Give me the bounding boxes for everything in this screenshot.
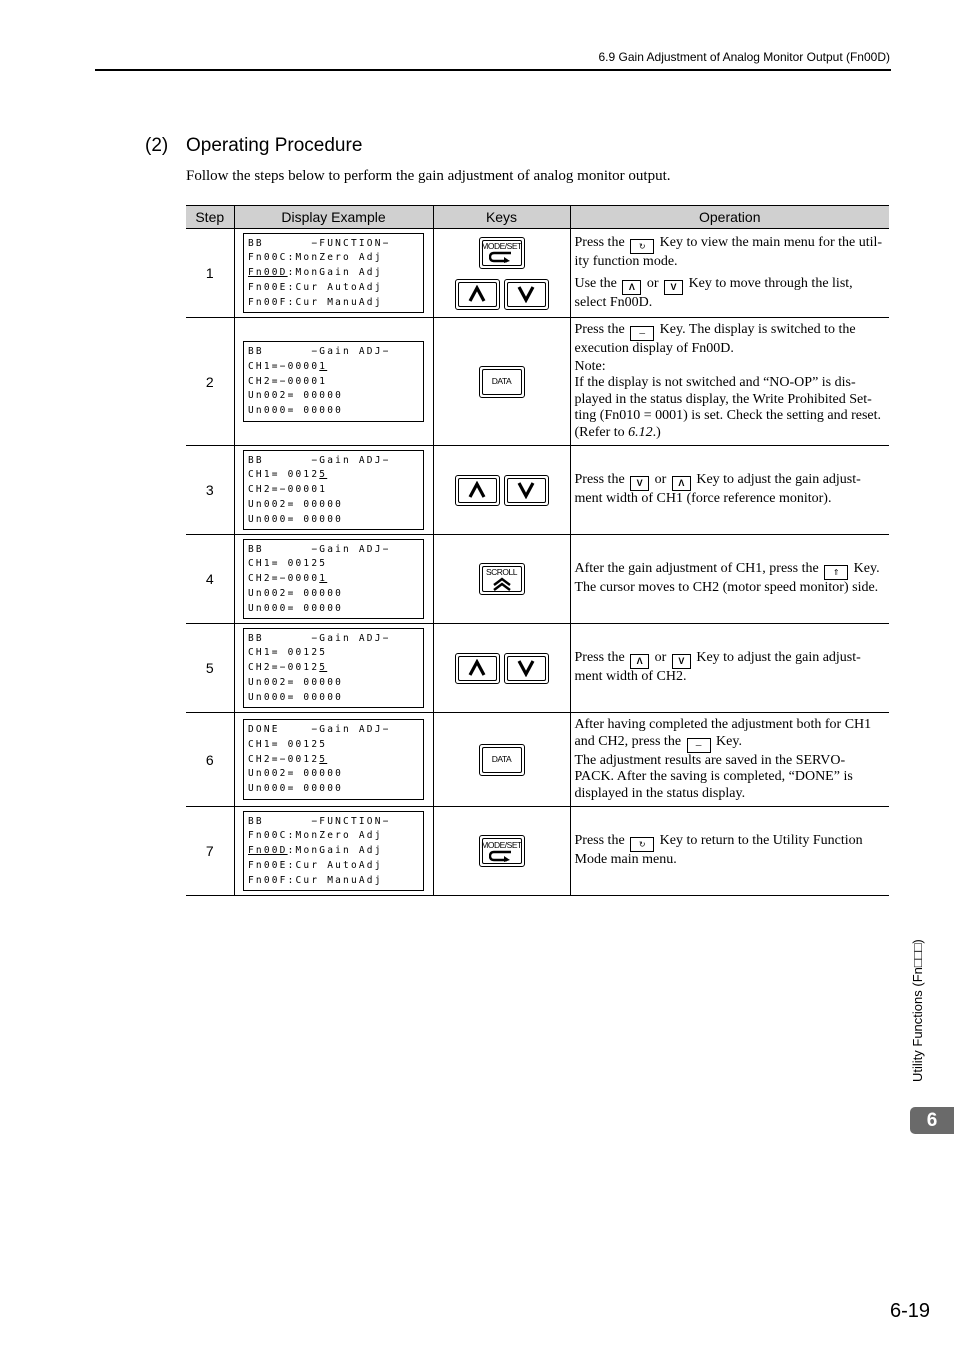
op-text: The adjustment results are saved in the SERVO-PACK. After the saving is completed, “DONE” is displayed in the status display. — [574, 752, 853, 801]
note-label: Note: — [574, 358, 606, 374]
operation-cell — [570, 446, 889, 535]
keys-cell — [433, 229, 570, 318]
op-text: or — [654, 650, 667, 666]
op-text: Key. The display is switched to the execution display of Fn00D. — [574, 322, 856, 356]
display-cell — [234, 535, 433, 624]
up-arrow-icon — [467, 285, 487, 303]
down-key-icon: V — [664, 280, 683, 295]
lcd-line: Un000= 00000 — [248, 513, 344, 525]
op-text: Key. The cursor moves to CH2 (motor speed monitor) side. — [574, 561, 880, 596]
op-text: or — [654, 472, 667, 488]
operation-cell — [570, 713, 889, 807]
keys-cell — [433, 713, 570, 807]
procedure-table — [186, 205, 889, 896]
op-text: Press the — [574, 650, 625, 666]
lcd-text: CH2=−0000 — [248, 573, 320, 585]
table-row — [186, 318, 889, 446]
up-arrow-icon — [467, 481, 487, 499]
scroll-key-label: SCROLL — [485, 566, 517, 577]
keys-cell — [433, 624, 570, 713]
lcd-line: CH1= 00125 — [248, 647, 328, 659]
lcd-cursor: 5 — [319, 469, 328, 481]
header-keys: Keys — [433, 206, 570, 229]
table-row — [186, 624, 889, 713]
data-key-label: DATA — [491, 376, 512, 386]
up-arrow-icon — [467, 659, 487, 677]
step-number: 3 — [186, 446, 234, 535]
chapter-tab[interactable]: 6 — [910, 1107, 954, 1134]
scroll-key-icon: ⇑ — [824, 565, 848, 580]
lcd-text: :MonGain Adj — [287, 845, 383, 857]
lcd-line: Fn00C:MonZero Adj — [248, 252, 383, 264]
lcd-line: CH1= 00125 — [248, 738, 328, 750]
op-text: .) — [652, 424, 661, 440]
header-operation: Operation — [570, 206, 889, 229]
lcd-line — [248, 360, 420, 375]
mode-set-key-label: MODE/SET — [481, 839, 522, 850]
step-number: 4 — [186, 535, 234, 624]
operation-cell — [570, 318, 889, 446]
lcd-cursor: Fn00D — [248, 845, 288, 857]
lcd-cursor: 1 — [319, 360, 328, 372]
header-rule — [95, 69, 891, 71]
data-key-icon: ─ — [630, 326, 654, 341]
down-key[interactable] — [504, 279, 549, 310]
mode-set-key-icon: ↻ — [630, 837, 654, 852]
op-text: If the display is not switched and “NO-OP” is dis-played in the status display, the Write Prohibited Set-ting (Fn010 = 0001) is set. Check the setting and reset. (Refer to — [574, 375, 882, 440]
lcd-line: BB −FUNCTION− — [248, 237, 391, 249]
lcd-line — [248, 844, 420, 859]
operation-cell — [570, 229, 889, 318]
step-number: 2 — [186, 318, 234, 446]
keys-cell — [433, 318, 570, 446]
table-row — [186, 807, 889, 896]
lcd-line: BB −FUNCTION− — [248, 815, 391, 827]
lcd-line: Fn00F:Cur ManuAdj — [248, 874, 383, 886]
op-text: Key. — [716, 733, 742, 749]
data-key[interactable] — [479, 744, 525, 776]
lcd-line: Un002= 00000 — [248, 498, 344, 510]
lcd-line — [248, 753, 420, 768]
mode-set-key[interactable] — [479, 835, 525, 867]
lcd-line: Un000= 00000 — [248, 691, 344, 703]
lcd-cursor: 5 — [319, 753, 328, 765]
chapter-side-title: Utility Functions (Fn□□□) — [910, 939, 925, 1082]
down-key[interactable] — [504, 475, 549, 506]
step-number: 1 — [186, 229, 234, 318]
lcd-display — [243, 539, 424, 620]
lcd-cursor: 1 — [319, 573, 328, 585]
cross-reference-link[interactable]: 6.12 — [628, 424, 653, 440]
lcd-line — [248, 661, 420, 676]
lcd-display — [243, 811, 424, 892]
up-key-icon: Λ — [622, 280, 641, 295]
mode-set-key-label: MODE/SET — [481, 241, 522, 251]
lcd-display — [243, 233, 424, 314]
display-cell — [234, 446, 433, 535]
table-row — [186, 713, 889, 807]
section-title-text: Operating Procedure — [186, 135, 363, 156]
op-text: or — [646, 275, 659, 291]
keys-cell — [433, 446, 570, 535]
op-text: After having completed the adjustment both for CH1 and CH2, press the — [574, 717, 872, 749]
data-key-label: DATA — [491, 754, 512, 764]
display-cell — [234, 229, 433, 318]
step-number: 7 — [186, 807, 234, 896]
section-title — [145, 135, 362, 157]
step-number: 6 — [186, 713, 234, 807]
lcd-line: Un002= 00000 — [248, 587, 344, 599]
op-text: Key to adjust the gain adjust-ment width of CH2. — [574, 650, 861, 685]
lcd-line: DONE −Gain ADJ− — [248, 724, 391, 735]
op-text: Press the — [574, 235, 625, 250]
lcd-display — [243, 628, 424, 709]
operation-cell — [570, 807, 889, 896]
op-text: Key to move through the list, select Fn00D. — [574, 275, 853, 310]
up-key[interactable] — [455, 653, 500, 684]
up-key-icon: Λ — [630, 654, 649, 669]
display-cell — [234, 624, 433, 713]
lcd-line: CH2=−00001 — [248, 484, 328, 496]
section-number: (2) — [145, 135, 169, 156]
page-number: 6-19 — [889, 1300, 930, 1322]
down-arrow-icon — [516, 285, 536, 303]
display-cell — [234, 807, 433, 896]
double-up-arrow-icon — [491, 577, 513, 591]
lcd-line: BB −Gain ADJ− — [248, 346, 391, 357]
lcd-line: CH1= 00125 — [248, 558, 328, 570]
lcd-line: Fn00E:Cur AutoAdj — [248, 281, 383, 293]
lcd-line: Fn00E:Cur AutoAdj — [248, 859, 383, 871]
lcd-line: Un002= 00000 — [248, 676, 344, 688]
lcd-line: Un002= 00000 — [248, 390, 344, 402]
data-key[interactable] — [479, 366, 525, 398]
lcd-text: CH2=−0012 — [248, 662, 320, 674]
lcd-cursor: Fn00D — [248, 267, 288, 279]
op-text: Key to adjust the gain adjust-ment width of CH1 (force reference monitor). — [574, 472, 861, 507]
lcd-line: BB −Gain ADJ− — [248, 632, 391, 644]
table-row — [186, 446, 889, 535]
table-row — [186, 229, 889, 318]
lcd-line: Un000= 00000 — [248, 405, 344, 417]
lcd-line: Un002= 00000 — [248, 768, 344, 780]
op-text: After the gain adjustment of CH1, press the — [574, 561, 819, 577]
op-text: Key to view the main menu for the util-ity function mode. — [574, 235, 883, 269]
lcd-display — [243, 341, 424, 422]
lcd-display — [243, 450, 424, 531]
running-header: 6.9 Gain Adjustment of Analog Monitor Output (Fn00D) — [598, 50, 890, 64]
header-display: Display Example — [234, 206, 433, 229]
down-key[interactable] — [504, 653, 549, 684]
return-arrow-icon — [489, 850, 515, 862]
down-key-icon: V — [672, 654, 691, 669]
operation-cell — [570, 624, 889, 713]
lcd-line — [248, 468, 420, 483]
keys-cell — [433, 807, 570, 896]
lcd-line: Fn00F:Cur ManuAdj — [248, 296, 383, 308]
mode-set-key[interactable] — [479, 237, 525, 269]
op-text: Press the — [574, 833, 625, 849]
down-arrow-icon — [516, 481, 536, 499]
lcd-display — [243, 719, 424, 800]
mode-set-key-icon: ↻ — [630, 239, 654, 254]
lcd-text: CH1= 0012 — [248, 469, 320, 481]
return-arrow-icon — [489, 251, 515, 263]
step-number: 5 — [186, 624, 234, 713]
lcd-line: Un000= 00000 — [248, 602, 344, 614]
lcd-line — [248, 572, 420, 587]
up-key-icon: Λ — [672, 476, 691, 491]
operation-cell — [570, 535, 889, 624]
lcd-text: CH2=−0012 — [248, 753, 320, 765]
up-key[interactable] — [455, 279, 500, 310]
lcd-cursor: 5 — [319, 662, 328, 674]
lcd-text: CH1=−0000 — [248, 360, 320, 372]
down-arrow-icon — [516, 659, 536, 677]
lcd-line: Fn00C:MonZero Adj — [248, 830, 383, 842]
table-row — [186, 535, 889, 624]
data-key-icon: ─ — [687, 738, 711, 753]
lcd-line: BB −Gain ADJ− — [248, 454, 391, 466]
lcd-line — [248, 266, 420, 281]
op-text: Use the — [574, 275, 617, 291]
op-text: Press the — [574, 322, 625, 337]
lcd-line: CH2=−00001 — [248, 375, 328, 387]
lcd-line: BB −Gain ADJ− — [248, 543, 391, 555]
down-key-icon: V — [630, 476, 649, 491]
note-text — [575, 375, 884, 441]
op-text: Key to return to the Utility Function Mode main menu. — [574, 833, 863, 868]
scroll-key[interactable] — [479, 563, 525, 595]
keys-cell — [433, 535, 570, 624]
display-cell — [234, 713, 433, 807]
op-text: Press the — [574, 472, 625, 488]
up-key[interactable] — [455, 475, 500, 506]
lcd-line: Un000= 00000 — [248, 783, 344, 795]
intro-paragraph: Follow the steps below to perform the gain adjustment of analog monitor output. — [186, 168, 671, 184]
display-cell — [234, 318, 433, 446]
header-step: Step — [186, 206, 234, 229]
lcd-text: :MonGain Adj — [287, 267, 383, 279]
